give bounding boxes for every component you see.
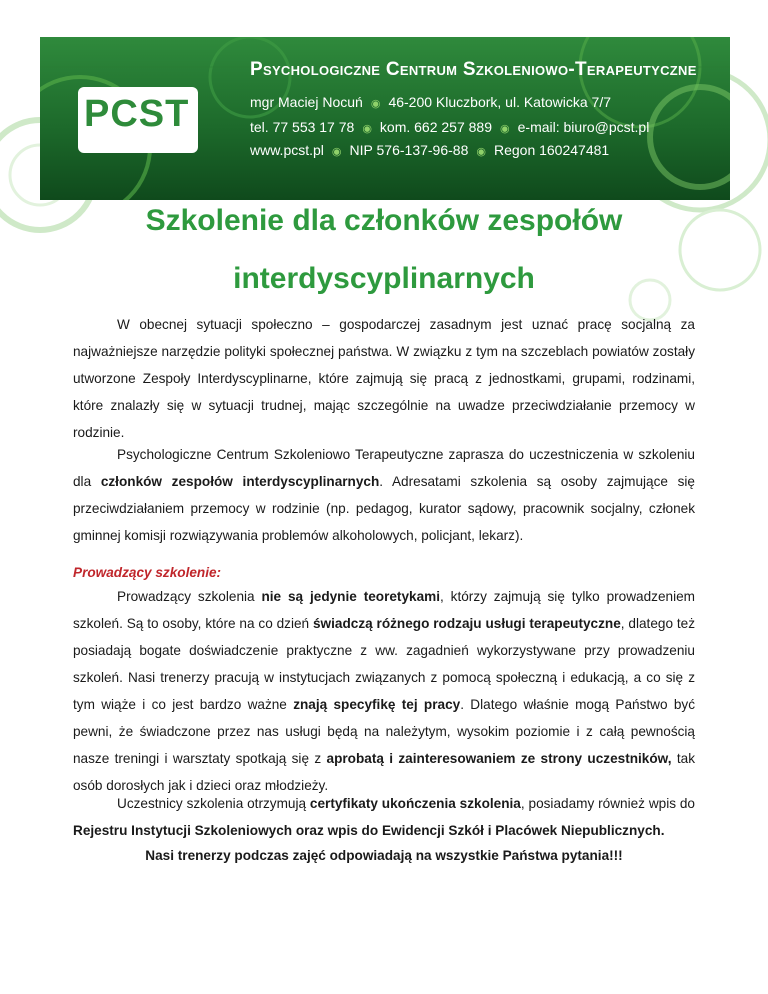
letterhead bbox=[40, 37, 730, 200]
document-title-line-1: Szkolenie dla członków zespołów bbox=[145, 204, 623, 237]
contact-line-2: tel. 77 553 17 78 ◉ kom. 662 257 889 ◉ e-mail: biuro@pcst.pl bbox=[250, 119, 650, 135]
bullet-icon: ◉ bbox=[331, 146, 342, 158]
pcst-logo bbox=[84, 93, 189, 136]
closing-statement: Nasi trenerzy podczas zajęć odpowiadają na wszystkie Państwa pytania!!! bbox=[145, 848, 623, 863]
paragraph-invitation: Psychologiczne Centrum Szkoleniowo Terapeutyczne zaprasza do uczestniczenia w szkoleniu dla członków zespołów interdyscyplinarnych. Adresatami szkolenia są osoby zajmujące się przeciwdziałaniem przemocy w rodzinie (np. pedagog, kurator sądowy, pracownik socjalny, członek gminnej komisji rozwiązywania problemów alkoholowych, policjant, lekarz). bbox=[73, 447, 695, 543]
bullet-icon: ◉ bbox=[476, 146, 486, 158]
paragraph-certificates: Uczestnicy szkolenia otrzymują certyfikaty ukończenia szkolenia, posiadamy również wpis do Rejestru Instytucji Szkoleniowych oraz wpis do Ewidencji Szkół i Placówek Niepublicznych. bbox=[73, 796, 695, 838]
paragraph-trainers: Prowadzący szkolenia nie są jedynie teoretykami, którzy zajmują się tylko prowadzeniem szkoleń. Są to osoby, które na co dzień świadczą różnego rodzaju usługi terapeutyczne, dlatego też posiadają bogate doświadczenie praktyczne z ww. zagadnień wykorzystywane przy prowadzeniu szkoleń. Nasi trenerzy pracują w instytucjach związanych z pomocą społeczną i edukacją, a co się z tym wiąże i co jest bardzo ważne znają specyfikę tej pracy. Dlatego właśnie mogą Państwo być pewni, że świadczone przez nas usługi będą na należytym, wysokim poziomie i z całą pewnością nasze treningi i warsztaty spotkają się z aprobatą i zainteresowaniem ze strony uczestników, tak osób dorosłych jak i dzieci oraz młodzieży. bbox=[73, 589, 696, 793]
center-name: Psychologiczne Centrum Szkoleniowo-Terapeutyczne bbox=[250, 59, 697, 80]
contact-line-3: www.pcst.pl ◉ NIP 576-137-96-88 ◉ Regon 160247481 bbox=[250, 142, 610, 158]
logo-text: PCST bbox=[84, 93, 190, 135]
section-heading: Prowadzący szkolenie: bbox=[73, 565, 222, 580]
bullet-icon: ◉ bbox=[362, 123, 372, 135]
bullet-icon: ◉ bbox=[500, 123, 510, 135]
document-title-line-2: interdyscyplinarnych bbox=[233, 262, 535, 295]
paragraph-intro: W obecnej sytuacji społeczno – gospodarczej zasadnym jest uznać pracę socjalną za najważniejsze narzędzie polityki społecznej państwa. W związku z tym na szczeblach powiatów zostały utworzone Zespoły Interdyscyplinarne, które zajmują się pracą z jednostkami, grupami, rodzinami, które znalazły się w sytuacji trudnej, mając szczególnie na uwadze przeciwdziałanie przemocy w rodzinie. bbox=[73, 317, 695, 440]
contact-line-1: mgr Maciej Nocuń ◉ 46-200 Kluczbork, ul. Katowicka 7/7 bbox=[250, 94, 612, 110]
bullet-icon: ◉ bbox=[370, 98, 381, 110]
